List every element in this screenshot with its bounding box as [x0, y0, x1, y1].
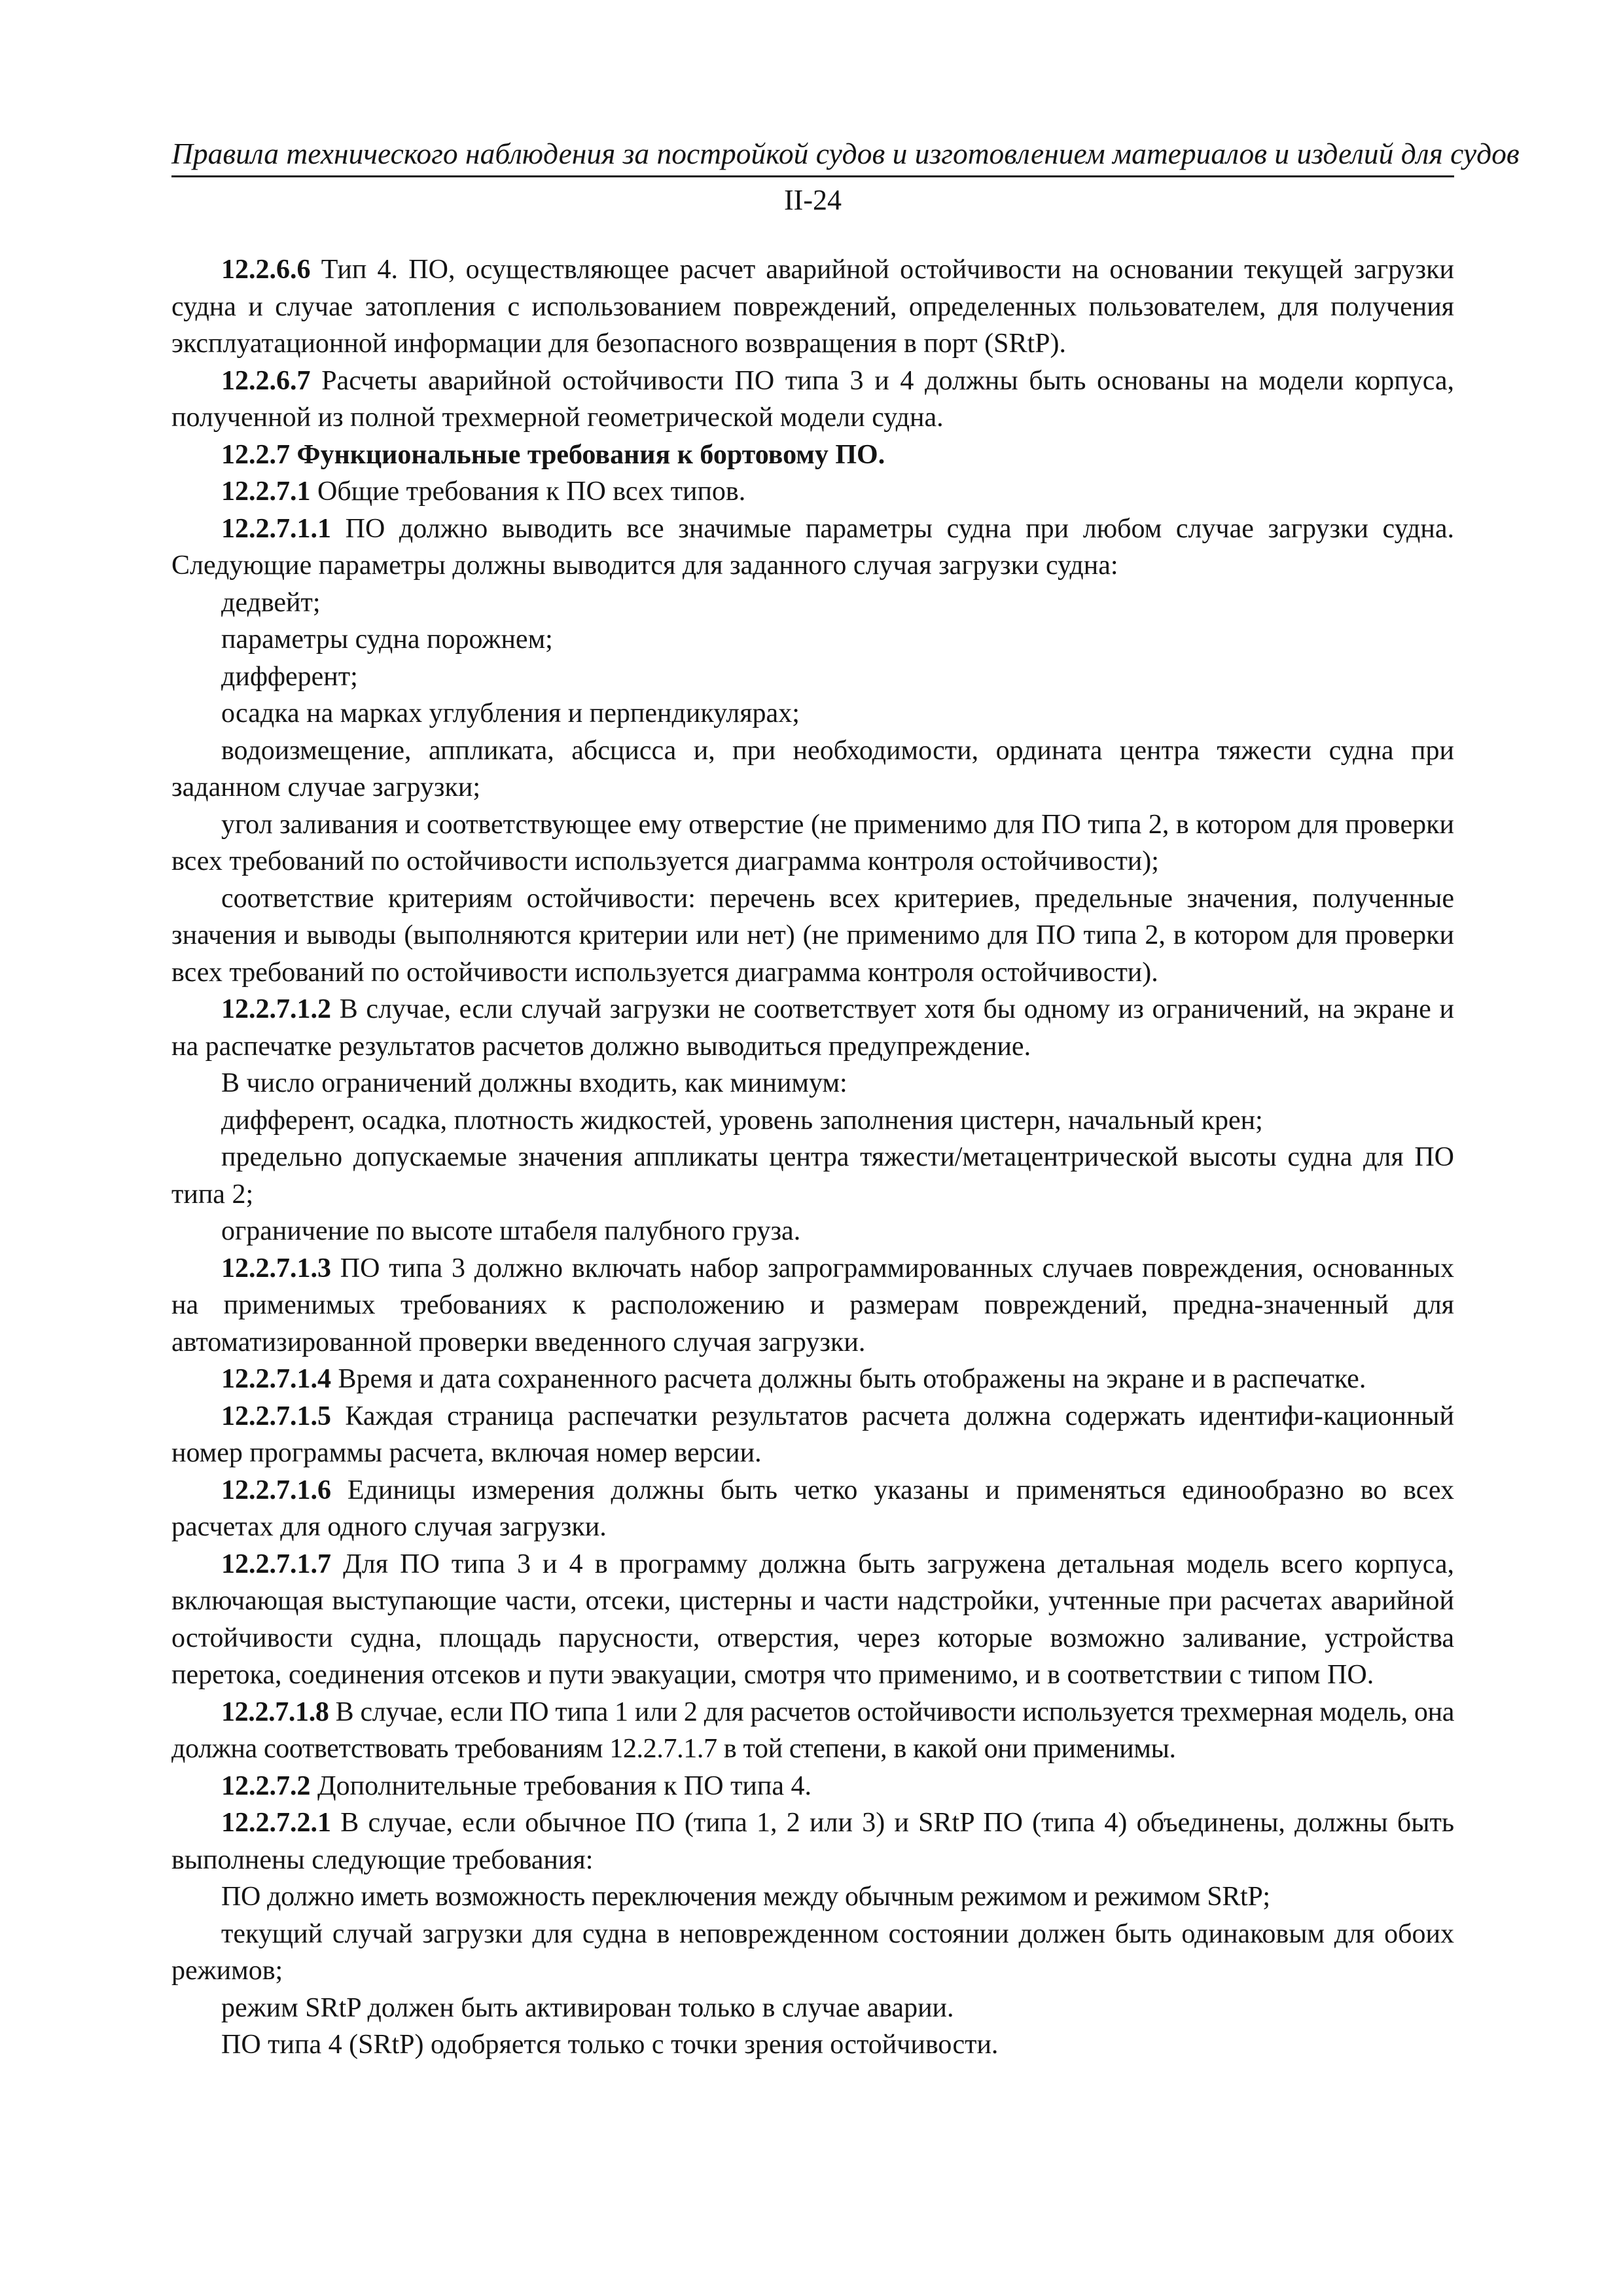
closing-paragraph [171, 2026, 1454, 2064]
paragraph-text: Для ПО типа 3 и 4 в программу должна быть загружена детальная модель всего корпуса, включающая выступающие части, отсеки, цистерны и части надстройки, учтенные при расчетах аварийной остойчивости судна, площадь парусности, отверстия, через которые возможно заливание, устройства перетока, соединения отсеков и пути эвакуации, смотря что применимо, и в соответствии с типом ПО. [171, 1549, 1454, 1690]
list-item [171, 621, 1454, 658]
paragraph-12-2-7-1-8 [171, 1694, 1454, 1768]
paragraph-12-2-7-1-4 [171, 1361, 1454, 1398]
list-item [171, 1916, 1454, 1990]
clause-number: 12.2.7.1.3 [221, 1253, 331, 1283]
paragraph-text: осадка на марках углубления и перпендикулярах; [221, 698, 800, 728]
paragraph-text: ПО должно иметь возможность переключения между обычным режимом и режимом SRtP; [221, 1882, 1270, 1912]
clause-number: 12.2.7.2 [221, 1770, 311, 1801]
paragraph-text: Общие требования к ПО всех типов. [310, 476, 746, 507]
clause-number: 12.2.7.1.6 [221, 1475, 331, 1505]
list-item [171, 584, 1454, 622]
list-item [171, 1990, 1454, 2027]
paragraph-12-2-7-1-2 [171, 991, 1454, 1065]
paragraph-text: Тип 4. ПО, осуществляющее расчет аварийной остойчивости на основании текущей загрузки судна и случае затопления с использованием повреждений, определенных пользователем, для получения эксплуатационной информации для безопасного возвращения в порт (SRtP). [171, 255, 1454, 359]
paragraph-text: В число ограничений должны входить, как минимум: [221, 1068, 847, 1098]
paragraph-text: Расчеты аварийной остойчивости ПО типа 3 и 4 должны быть основаны на модели корпуса, полученной из полной трехмерной геометрической модели судна. [171, 365, 1454, 433]
paragraph-text: ПО должно выводить все значимые параметры судна при любом случае загрузки судна. Следующие параметры должны выводится для заданного случая загрузки судна: [171, 513, 1454, 581]
paragraph-12-2-7-2-1 [171, 1804, 1454, 1878]
paragraph-text: В случае, если ПО типа 1 или 2 для расчетов остойчивости используется трехмерная модель, она должна соответствовать требованиям 12.2.7.1.7 в той степени, в какой они применимы. [171, 1696, 1454, 1764]
paragraph-12-2-6-6 [171, 251, 1454, 363]
running-header: Правила технического наблюдения за постройкой судов и изготовлением материалов и изделий для судов [171, 134, 1454, 177]
paragraph-text: Каждая страница распечатки результатов расчета должна содержать идентифи-кационный номер программы расчета, включая номер версии. [171, 1401, 1454, 1468]
paragraph-text: угол заливания и соответствующее ему отверстие (не применимо для ПО типа 2, в котором для проверки всех требований по остойчивости используется диаграмма контроля остойчивости); [171, 809, 1454, 876]
section-heading: 12.2.7 Функциональные требования к бортовому ПО. [221, 439, 885, 470]
paragraph-12-2-7-1 [171, 473, 1454, 511]
clause-number: 12.2.7.1.5 [221, 1401, 331, 1431]
clause-number: 12.2.7.1.4 [221, 1364, 331, 1394]
paragraph-text: дифферент, осадка, плотность жидкостей, уровень заполнения цистерн, начальный крен; [221, 1105, 1263, 1136]
list-intro [171, 1065, 1454, 1102]
clause-number: 12.2.7.1.8 [221, 1696, 329, 1727]
list-item [171, 732, 1454, 806]
paragraph-text: Единицы измерения должны быть четко указаны и применяться единообразно во всех расчетах для одного случая загрузки. [171, 1475, 1454, 1542]
clause-number: 12.2.7.1.2 [221, 994, 331, 1024]
clause-number: 12.2.7.1.1 [221, 513, 331, 544]
list-item [171, 880, 1454, 992]
document-body [171, 251, 1454, 2064]
paragraph-12-2-7-1-5 [171, 1398, 1454, 1472]
paragraph-text: параметры судна порожнем; [221, 624, 553, 655]
section-heading-12-2-7 [171, 437, 1454, 474]
paragraph-12-2-7-1-1 [171, 511, 1454, 584]
list-item [171, 1139, 1454, 1213]
paragraph-text: ПО типа 4 (SRtP) одобряется только с точки зрения остойчивости. [221, 2030, 999, 2060]
paragraph-12-2-6-7 [171, 363, 1454, 437]
paragraph-text: В случае, если случай загрузки не соответствует хотя бы одному из ограничений, на экране и на распечатке результатов расчетов должно выводиться предупреждение. [171, 994, 1454, 1062]
list-item [171, 806, 1454, 880]
paragraph-text: ограничение по высоте штабеля палубного груза. [221, 1216, 801, 1246]
list-item [171, 1878, 1454, 1916]
list-item [171, 695, 1454, 732]
paragraph-text: режим SRtP должен быть активирован только в случае аварии. [221, 1992, 954, 2023]
page-number: II-24 [784, 184, 842, 216]
paragraph-text: В случае, если обычное ПО (типа 1, 2 или 3) и SRtP ПО (типа 4) объединены, должны быть выполнены следующие требования: [171, 1808, 1454, 1875]
paragraph-text: Время и дата сохраненного расчета должны быть отображены на экране и в распечатке. [331, 1364, 1366, 1394]
paragraph-text: текущий случай загрузки для судна в неповрежденном состоянии должен быть одинаковым для обоих режимов; [171, 1918, 1454, 1986]
clause-number: 12.2.7.1.7 [221, 1549, 331, 1579]
clause-number: 12.2.7.1 [221, 476, 311, 507]
paragraph-text: соответствие критериям остойчивости: перечень всех критериев, предельные значения, полученные значения и выводы (выполняются критерии или нет) (не применимо для ПО типа 2, в котором для проверки всех требований по остойчивости используется диаграмма контроля остойчивости). [171, 883, 1454, 988]
paragraph-12-2-7-2 [171, 1768, 1454, 1805]
paragraph-text: предельно допускаемые значения аппликаты центра тяжести/метацентрической высоты судна для ПО типа 2; [171, 1142, 1454, 1210]
clause-number: 12.2.7.2.1 [221, 1808, 331, 1838]
clause-number: 12.2.6.7 [221, 365, 311, 396]
paragraph-text: водоизмещение, аппликата, абсцисса и, при необходимости, ордината центра тяжести судна при заданном случае загрузки; [171, 735, 1454, 802]
list-item [171, 658, 1454, 696]
paragraph-text: Дополнительные требования к ПО типа 4. [310, 1770, 812, 1801]
list-item [171, 1213, 1454, 1250]
paragraph-text: ПО типа 3 должно включать набор запрограммированных случаев повреждения, основанных на применимых требованиях к расположению и размерам повреждений, предна-значенный для автоматизированной проверки введенного случая загрузки. [171, 1253, 1454, 1357]
paragraph-12-2-7-1-7 [171, 1546, 1454, 1694]
paragraph-text: дедвейт; [221, 587, 321, 618]
list-item [171, 1102, 1454, 1139]
clause-number: 12.2.6.6 [221, 255, 311, 285]
paragraph-text: дифферент; [221, 661, 358, 692]
paragraph-12-2-7-1-3 [171, 1250, 1454, 1361]
paragraph-12-2-7-1-6 [171, 1472, 1454, 1546]
